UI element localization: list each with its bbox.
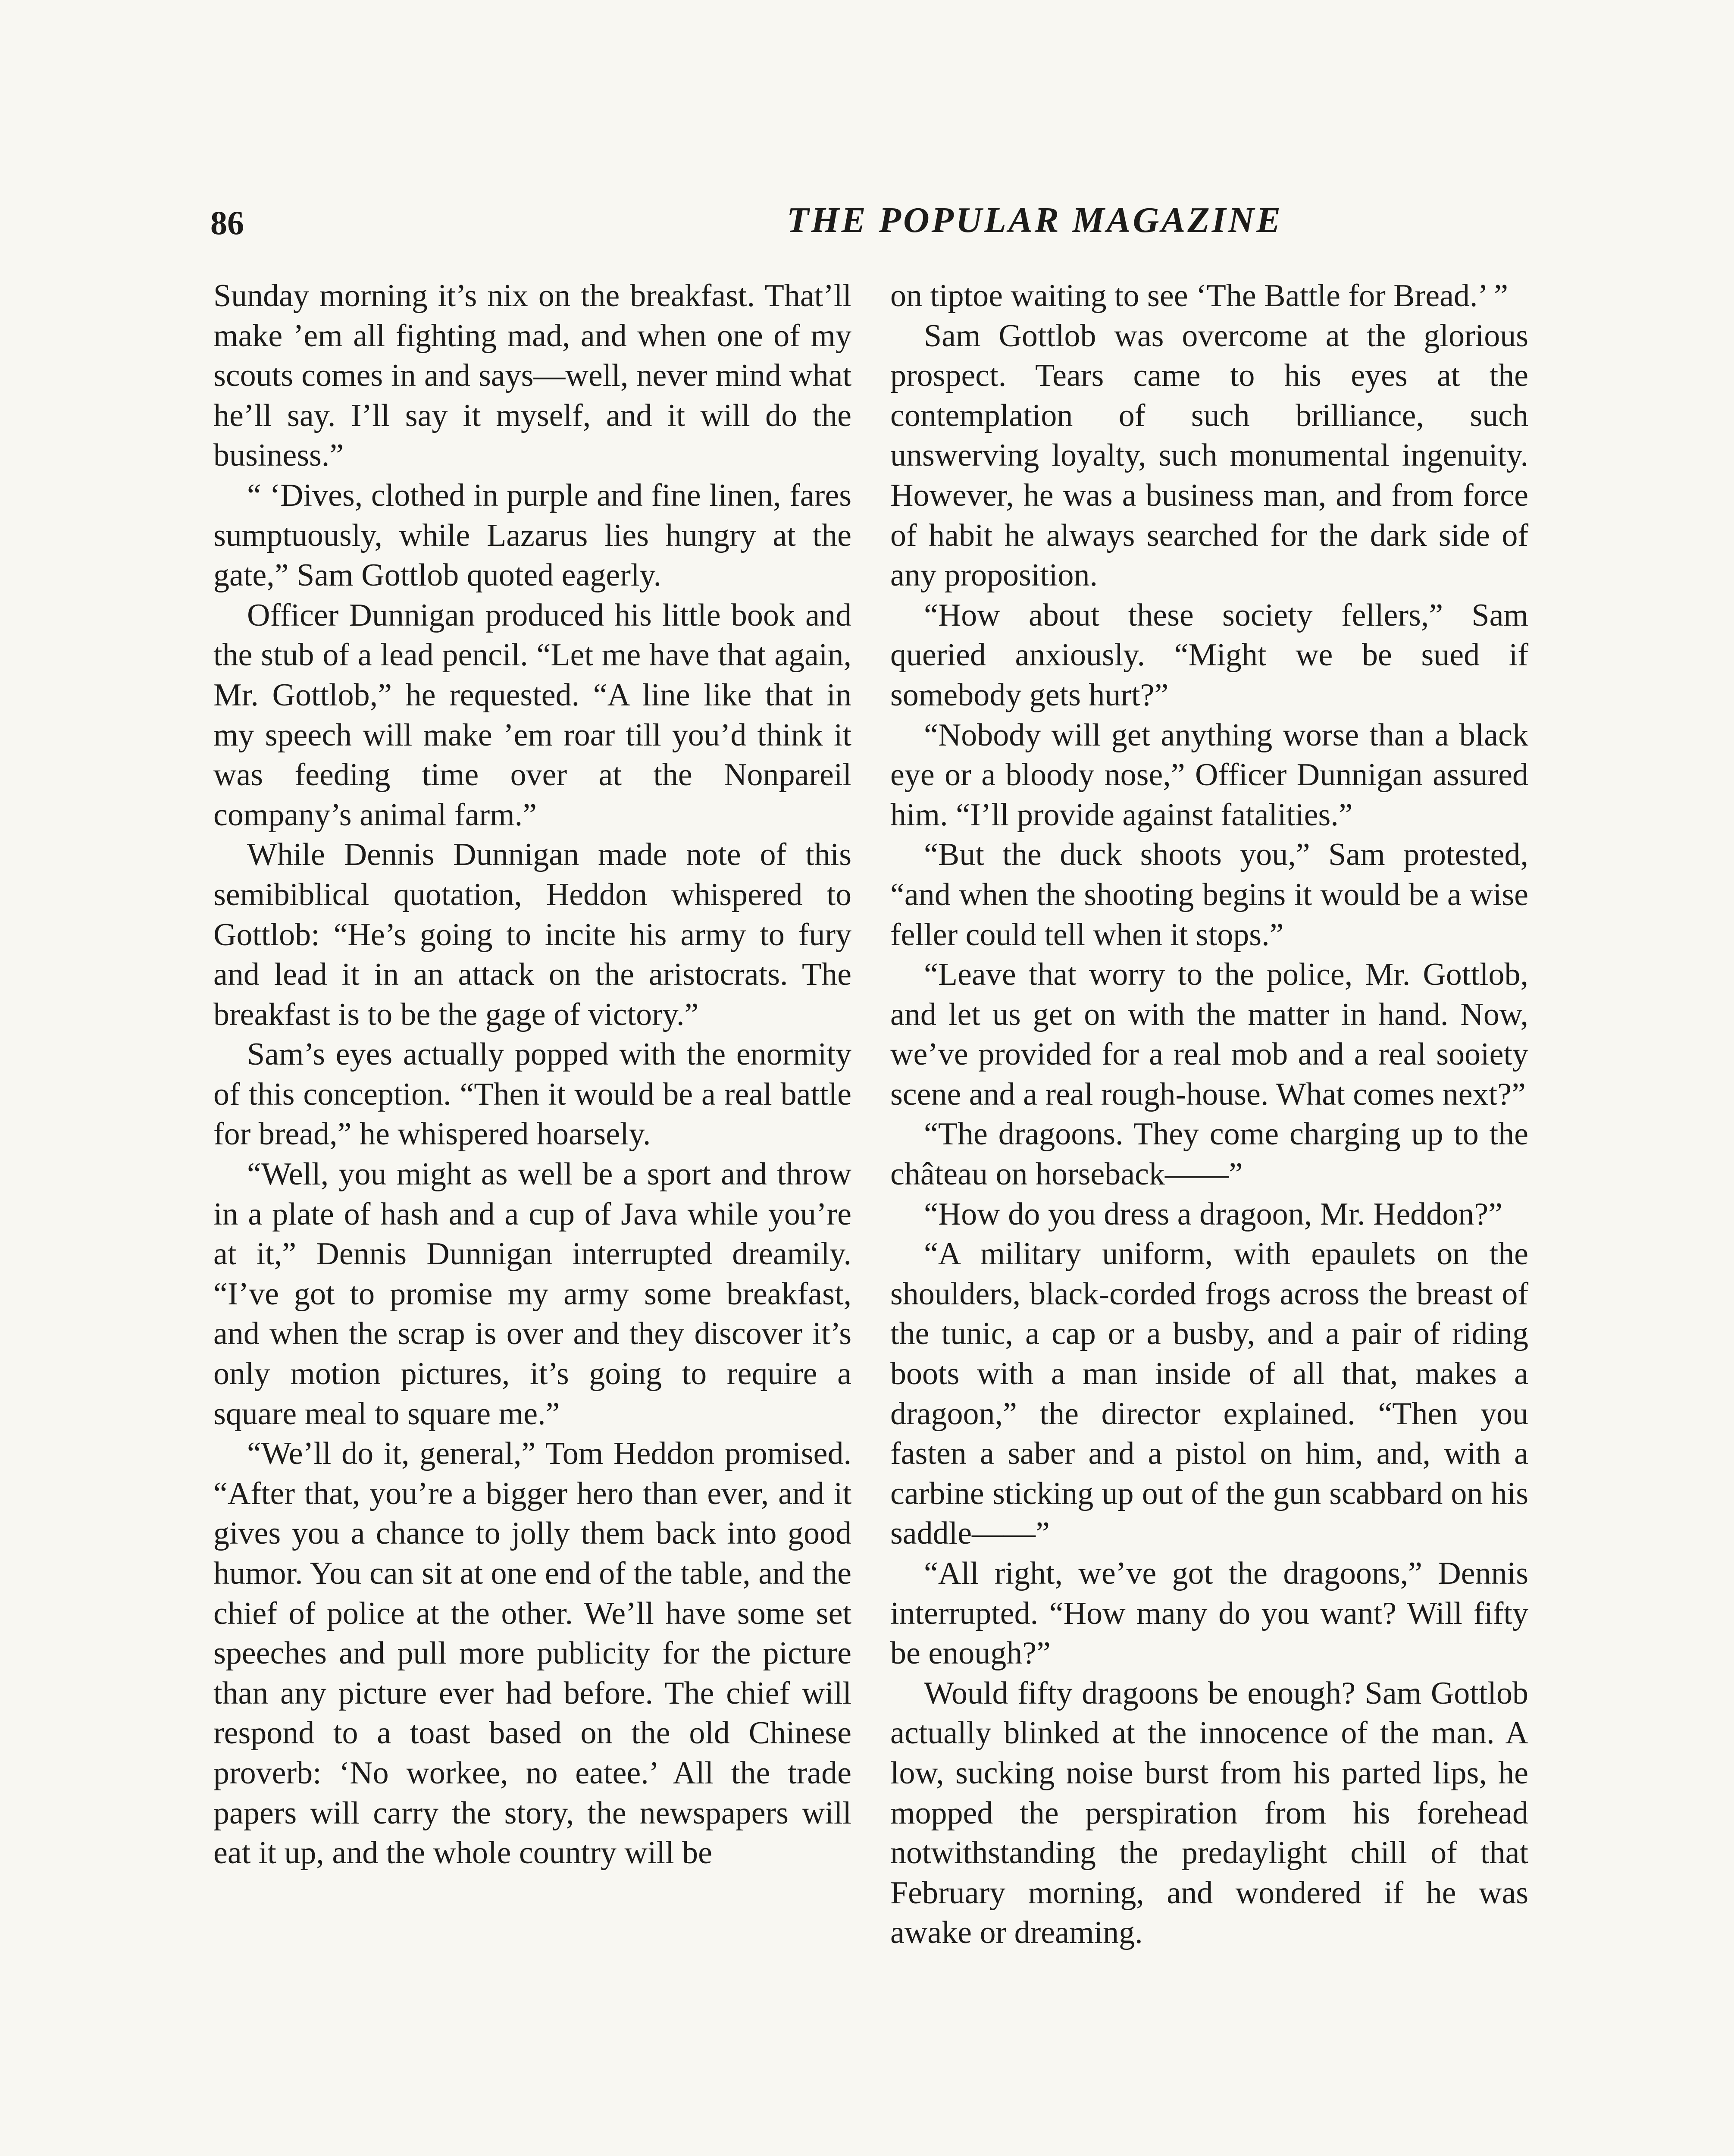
paragraph: “A military uniform, with epaulets on the shoulders, black-corded frogs across the breast of the tunic, a cap or a busby, and a pair of riding boots with a man inside of all that, makes a dragoon,” the director explained. “Then you fasten a saber and a pistol on him, and, with a carbine sticking up out of the gun scabbard on his saddle——” (890, 1236, 1528, 1551)
paragraph: “How about these society fellers,” Sam queried anxiously. “Might we be sued if somebody gets hurt?” (890, 597, 1528, 713)
paragraph: While Dennis Dunnigan made note of this semibiblical quotation, Heddon whispered to Gottlob: “He’s going to incite his army to fury and lead it in an attack on the aristocrats. The breakfast is to be the gage of victory.” (213, 837, 851, 1032)
paragraph: “How do you dress a dragoon, Mr. Heddon?” (924, 1196, 1502, 1232)
paragraph: Sam Gottlob was overcome at the glorious prospect. Tears came to his eyes at the contemplation of such brilliance, such unswerving loyalty, such monumental ingenuity. However, he was a business man, and from force of habit he always searched for the dark side of any proposition. (890, 318, 1528, 593)
running-head: THE POPULAR MAGAZINE (786, 200, 1283, 240)
left-column (213, 276, 851, 1873)
paragraph: “We’ll do it, general,” Tom Heddon promised. “After that, you’re a bigger hero than ever, and it gives you a chance to jolly them back into good humor. You can sit at one end of the table, and the chief of police at the other. We’ll have some set speeches and pull more publicity for the picture than any picture ever had before. The chief will respond to a toast based on the old Chinese proverb: ‘No workee, no eatee.’ All the trade papers will carry the story, the newspapers will eat it up, and the whole country will be (213, 1436, 851, 1871)
paragraph: “But the duck shoots you,” Sam protested, “and when the shooting begins it would be a wise feller could tell when it stops.” (890, 837, 1528, 953)
paragraph: Sunday morning it’s nix on the breakfast. That’ll make ’em all fighting mad, and when one of my scouts comes in and says—well, never mind what he’ll say. I’ll say it myself, and it will do the business.” (213, 278, 851, 473)
paragraph: Sam’s eyes actually popped with the enormity of this conception. “Then it would be a real battle for bread,” he whispered hoarsely. (213, 1037, 851, 1152)
paragraph: “Well, you might as well be a sport and throw in a plate of hash and a cup of Java while you’re at it,” Dennis Dunnigan interrupted dreamily. “I’ve got to promise my army some breakfast, and when the scrap is over and they discover it’s only motion pictures, it’s going to require a square meal to square me.” (213, 1156, 851, 1432)
paragraph: “ ‘Dives, clothed in purple and fine linen, fares sumptuously, while Lazarus lies hungry at the gate,” Sam Gottlob quoted eagerly. (213, 477, 851, 593)
page-number: 86 (210, 204, 244, 241)
paragraph: on tiptoe waiting to see ‘The Battle for Bread.’ ” (890, 278, 1508, 313)
paragraph: “All right, we’ve got the dragoons,” Dennis interrupted. “How many do you want? Will fifty be enough?” (890, 1556, 1528, 1671)
right-column (890, 276, 1528, 1953)
paragraph: Would fifty dragoons be enough? Sam Gottlob actually blinked at the innocence of the man. A low, sucking noise burst from his parted lips, he mopped the perspiration from his forehead notwithstanding the predaylight chill of that February morning, and wondered if he was awake or dreaming. (890, 1675, 1528, 1951)
paragraph: “The dragoons. They come charging up to the château on horseback——” (890, 1116, 1528, 1192)
paragraph: “Nobody will get anything worse than a black eye or a bloody nose,” Officer Dunnigan assured him. “I’ll provide against fatalities.” (890, 717, 1528, 833)
paragraph: “Leave that worry to the police, Mr. Gottlob, and let us get on with the matter in hand. Now, we’ve provided for a real mob and a real sooiety scene and a real rough-house. What comes next?” (890, 957, 1528, 1112)
paragraph: Officer Dunnigan produced his little book and the stub of a lead pencil. “Let me have that again, Mr. Gottlob,” he requested. “A line like that in my speech will make ’em roar till you’d think it was feeding time over at the Nonpareil company’s animal farm.” (213, 597, 851, 833)
